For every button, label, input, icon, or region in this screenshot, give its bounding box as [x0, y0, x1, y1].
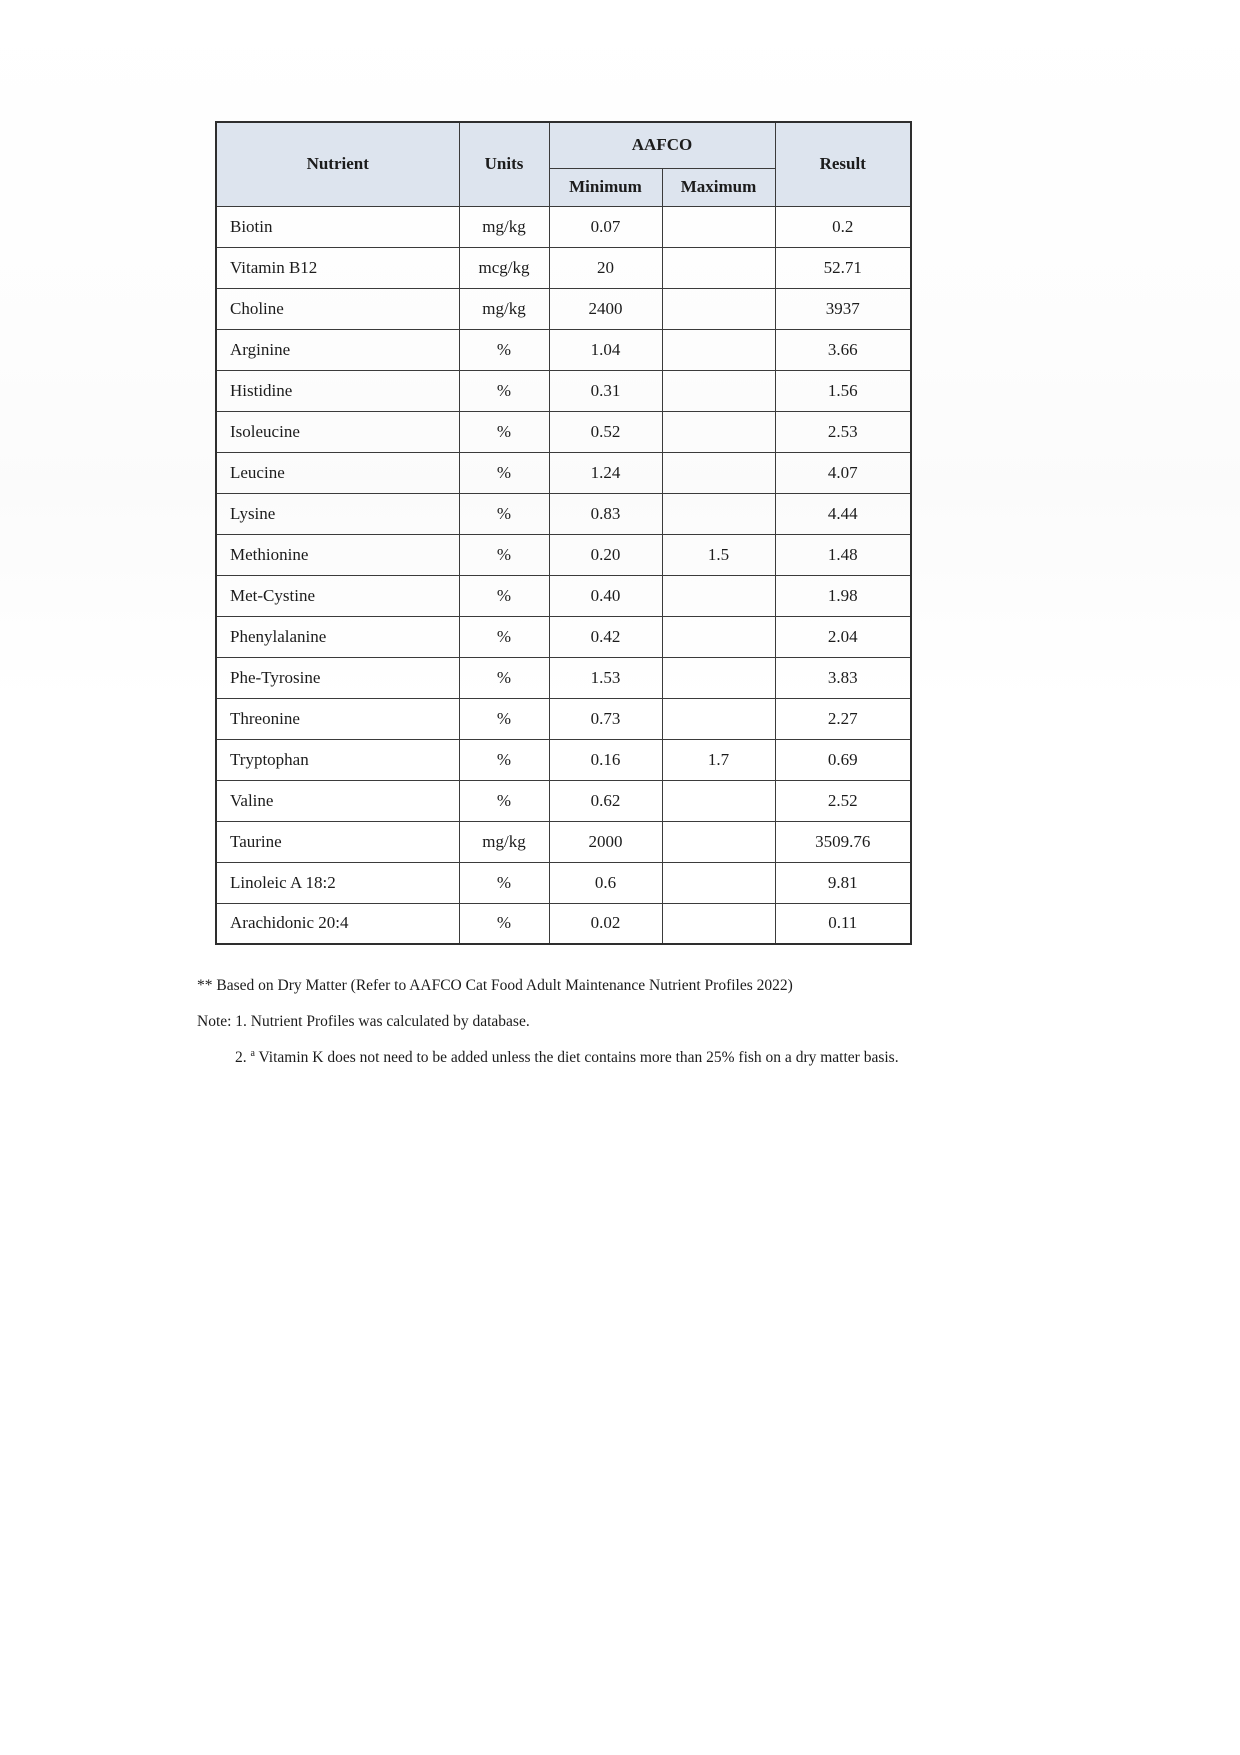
table-row	[216, 370, 911, 411]
cell-units: %	[459, 862, 549, 903]
cell-result: 2.53	[775, 411, 911, 452]
cell-units: %	[459, 575, 549, 616]
table-row	[216, 780, 911, 821]
cell-units: %	[459, 698, 549, 739]
table-row	[216, 247, 911, 288]
cell-nutrient: Arachidonic 20:4	[216, 903, 459, 944]
cell-units: %	[459, 739, 549, 780]
column-header-nutrient: Nutrient	[216, 122, 459, 206]
cell-nutrient: Tryptophan	[216, 739, 459, 780]
footnote-note1: Note: 1. Nutrient Profiles was calculated by database.	[197, 1012, 530, 1030]
cell-maximum	[662, 903, 775, 944]
table-row	[216, 411, 911, 452]
table-row	[216, 616, 911, 657]
cell-nutrient: Phe-Tyrosine	[216, 657, 459, 698]
cell-maximum	[662, 780, 775, 821]
cell-minimum: 1.53	[549, 657, 662, 698]
cell-maximum	[662, 862, 775, 903]
cell-units: mg/kg	[459, 288, 549, 329]
cell-result: 1.56	[775, 370, 911, 411]
cell-result: 3.66	[775, 329, 911, 370]
cell-maximum	[662, 657, 775, 698]
cell-maximum	[662, 821, 775, 862]
cell-maximum	[662, 288, 775, 329]
cell-nutrient: Taurine	[216, 821, 459, 862]
table-row	[216, 452, 911, 493]
cell-minimum: 0.42	[549, 616, 662, 657]
column-header-units: Units	[459, 122, 549, 206]
cell-maximum	[662, 493, 775, 534]
cell-nutrient: Choline	[216, 288, 459, 329]
cell-maximum	[662, 206, 775, 247]
cell-result: 9.81	[775, 862, 911, 903]
cell-minimum: 0.20	[549, 534, 662, 575]
cell-minimum: 20	[549, 247, 662, 288]
cell-result: 0.11	[775, 903, 911, 944]
column-header-minimum: Minimum	[549, 168, 662, 206]
cell-nutrient: Leucine	[216, 452, 459, 493]
footnote-note2-prefix: 2.	[235, 1049, 251, 1067]
column-header-aafco: AAFCO	[549, 122, 775, 168]
cell-result: 0.69	[775, 739, 911, 780]
table-row	[216, 575, 911, 616]
cell-nutrient: Isoleucine	[216, 411, 459, 452]
cell-units: %	[459, 534, 549, 575]
cell-maximum	[662, 575, 775, 616]
cell-nutrient: Biotin	[216, 206, 459, 247]
cell-minimum: 0.16	[549, 739, 662, 780]
table-row	[216, 739, 911, 780]
table-row	[216, 493, 911, 534]
footnote-dry-matter: ** Based on Dry Matter (Refer to AAFCO Cat Food Adult Maintenance Nutrient Profiles 2022)	[197, 977, 793, 994]
cell-nutrient: Methionine	[216, 534, 459, 575]
cell-units: %	[459, 903, 549, 944]
cell-minimum: 0.6	[549, 862, 662, 903]
cell-maximum	[662, 370, 775, 411]
table-row	[216, 698, 911, 739]
cell-minimum: 1.24	[549, 452, 662, 493]
cell-result: 1.48	[775, 534, 911, 575]
column-header-maximum: Maximum	[662, 168, 775, 206]
cell-units: %	[459, 370, 549, 411]
column-header-result: Result	[775, 122, 911, 206]
cell-units: %	[459, 657, 549, 698]
table-row	[216, 206, 911, 247]
cell-units: %	[459, 411, 549, 452]
nutrient-table-header	[216, 122, 911, 206]
table-row	[216, 329, 911, 370]
cell-maximum	[662, 698, 775, 739]
footnote-note2	[197, 1048, 957, 1068]
table-row	[216, 534, 911, 575]
table-row	[216, 903, 911, 944]
cell-result: 3.83	[775, 657, 911, 698]
cell-minimum: 2000	[549, 821, 662, 862]
table-row	[216, 657, 911, 698]
cell-nutrient: Phenylalanine	[216, 616, 459, 657]
cell-result: 3937	[775, 288, 911, 329]
cell-nutrient: Threonine	[216, 698, 459, 739]
cell-units: mg/kg	[459, 821, 549, 862]
cell-units: %	[459, 780, 549, 821]
header-row-top	[216, 122, 911, 168]
cell-minimum: 0.83	[549, 493, 662, 534]
cell-nutrient: Valine	[216, 780, 459, 821]
cell-nutrient: Met-Cystine	[216, 575, 459, 616]
cell-nutrient: Lysine	[216, 493, 459, 534]
cell-result: 2.04	[775, 616, 911, 657]
cell-result: 0.2	[775, 206, 911, 247]
cell-result: 1.98	[775, 575, 911, 616]
table-row	[216, 821, 911, 862]
cell-minimum: 2400	[549, 288, 662, 329]
cell-nutrient: Histidine	[216, 370, 459, 411]
table-row	[216, 288, 911, 329]
cell-nutrient: Arginine	[216, 329, 459, 370]
cell-maximum: 1.5	[662, 534, 775, 575]
cell-maximum	[662, 247, 775, 288]
cell-result: 4.07	[775, 452, 911, 493]
cell-nutrient: Vitamin B12	[216, 247, 459, 288]
nutrient-table	[215, 121, 912, 945]
cell-minimum: 1.04	[549, 329, 662, 370]
cell-units: %	[459, 493, 549, 534]
cell-minimum: 0.62	[549, 780, 662, 821]
footnote-note2-superscript: a	[250, 1048, 255, 1060]
cell-maximum: 1.7	[662, 739, 775, 780]
cell-minimum: 0.31	[549, 370, 662, 411]
footnote-note2-text: Vitamin K does not need to be added unless the diet contains more than 25% fish on a dry matter basis.	[254, 1049, 899, 1067]
nutrient-table-body	[216, 206, 911, 944]
cell-nutrient: Linoleic A 18:2	[216, 862, 459, 903]
cell-units: %	[459, 616, 549, 657]
cell-minimum: 0.40	[549, 575, 662, 616]
footnotes	[197, 977, 957, 1085]
cell-minimum: 0.02	[549, 903, 662, 944]
cell-result: 3509.76	[775, 821, 911, 862]
cell-minimum: 0.73	[549, 698, 662, 739]
cell-maximum	[662, 329, 775, 370]
cell-units: %	[459, 452, 549, 493]
cell-maximum	[662, 411, 775, 452]
cell-maximum	[662, 616, 775, 657]
cell-maximum	[662, 452, 775, 493]
cell-result: 2.27	[775, 698, 911, 739]
cell-minimum: 0.52	[549, 411, 662, 452]
cell-units: mcg/kg	[459, 247, 549, 288]
cell-minimum: 0.07	[549, 206, 662, 247]
cell-units: %	[459, 329, 549, 370]
cell-result: 4.44	[775, 493, 911, 534]
cell-result: 2.52	[775, 780, 911, 821]
table-row	[216, 862, 911, 903]
cell-result: 52.71	[775, 247, 911, 288]
cell-units: mg/kg	[459, 206, 549, 247]
